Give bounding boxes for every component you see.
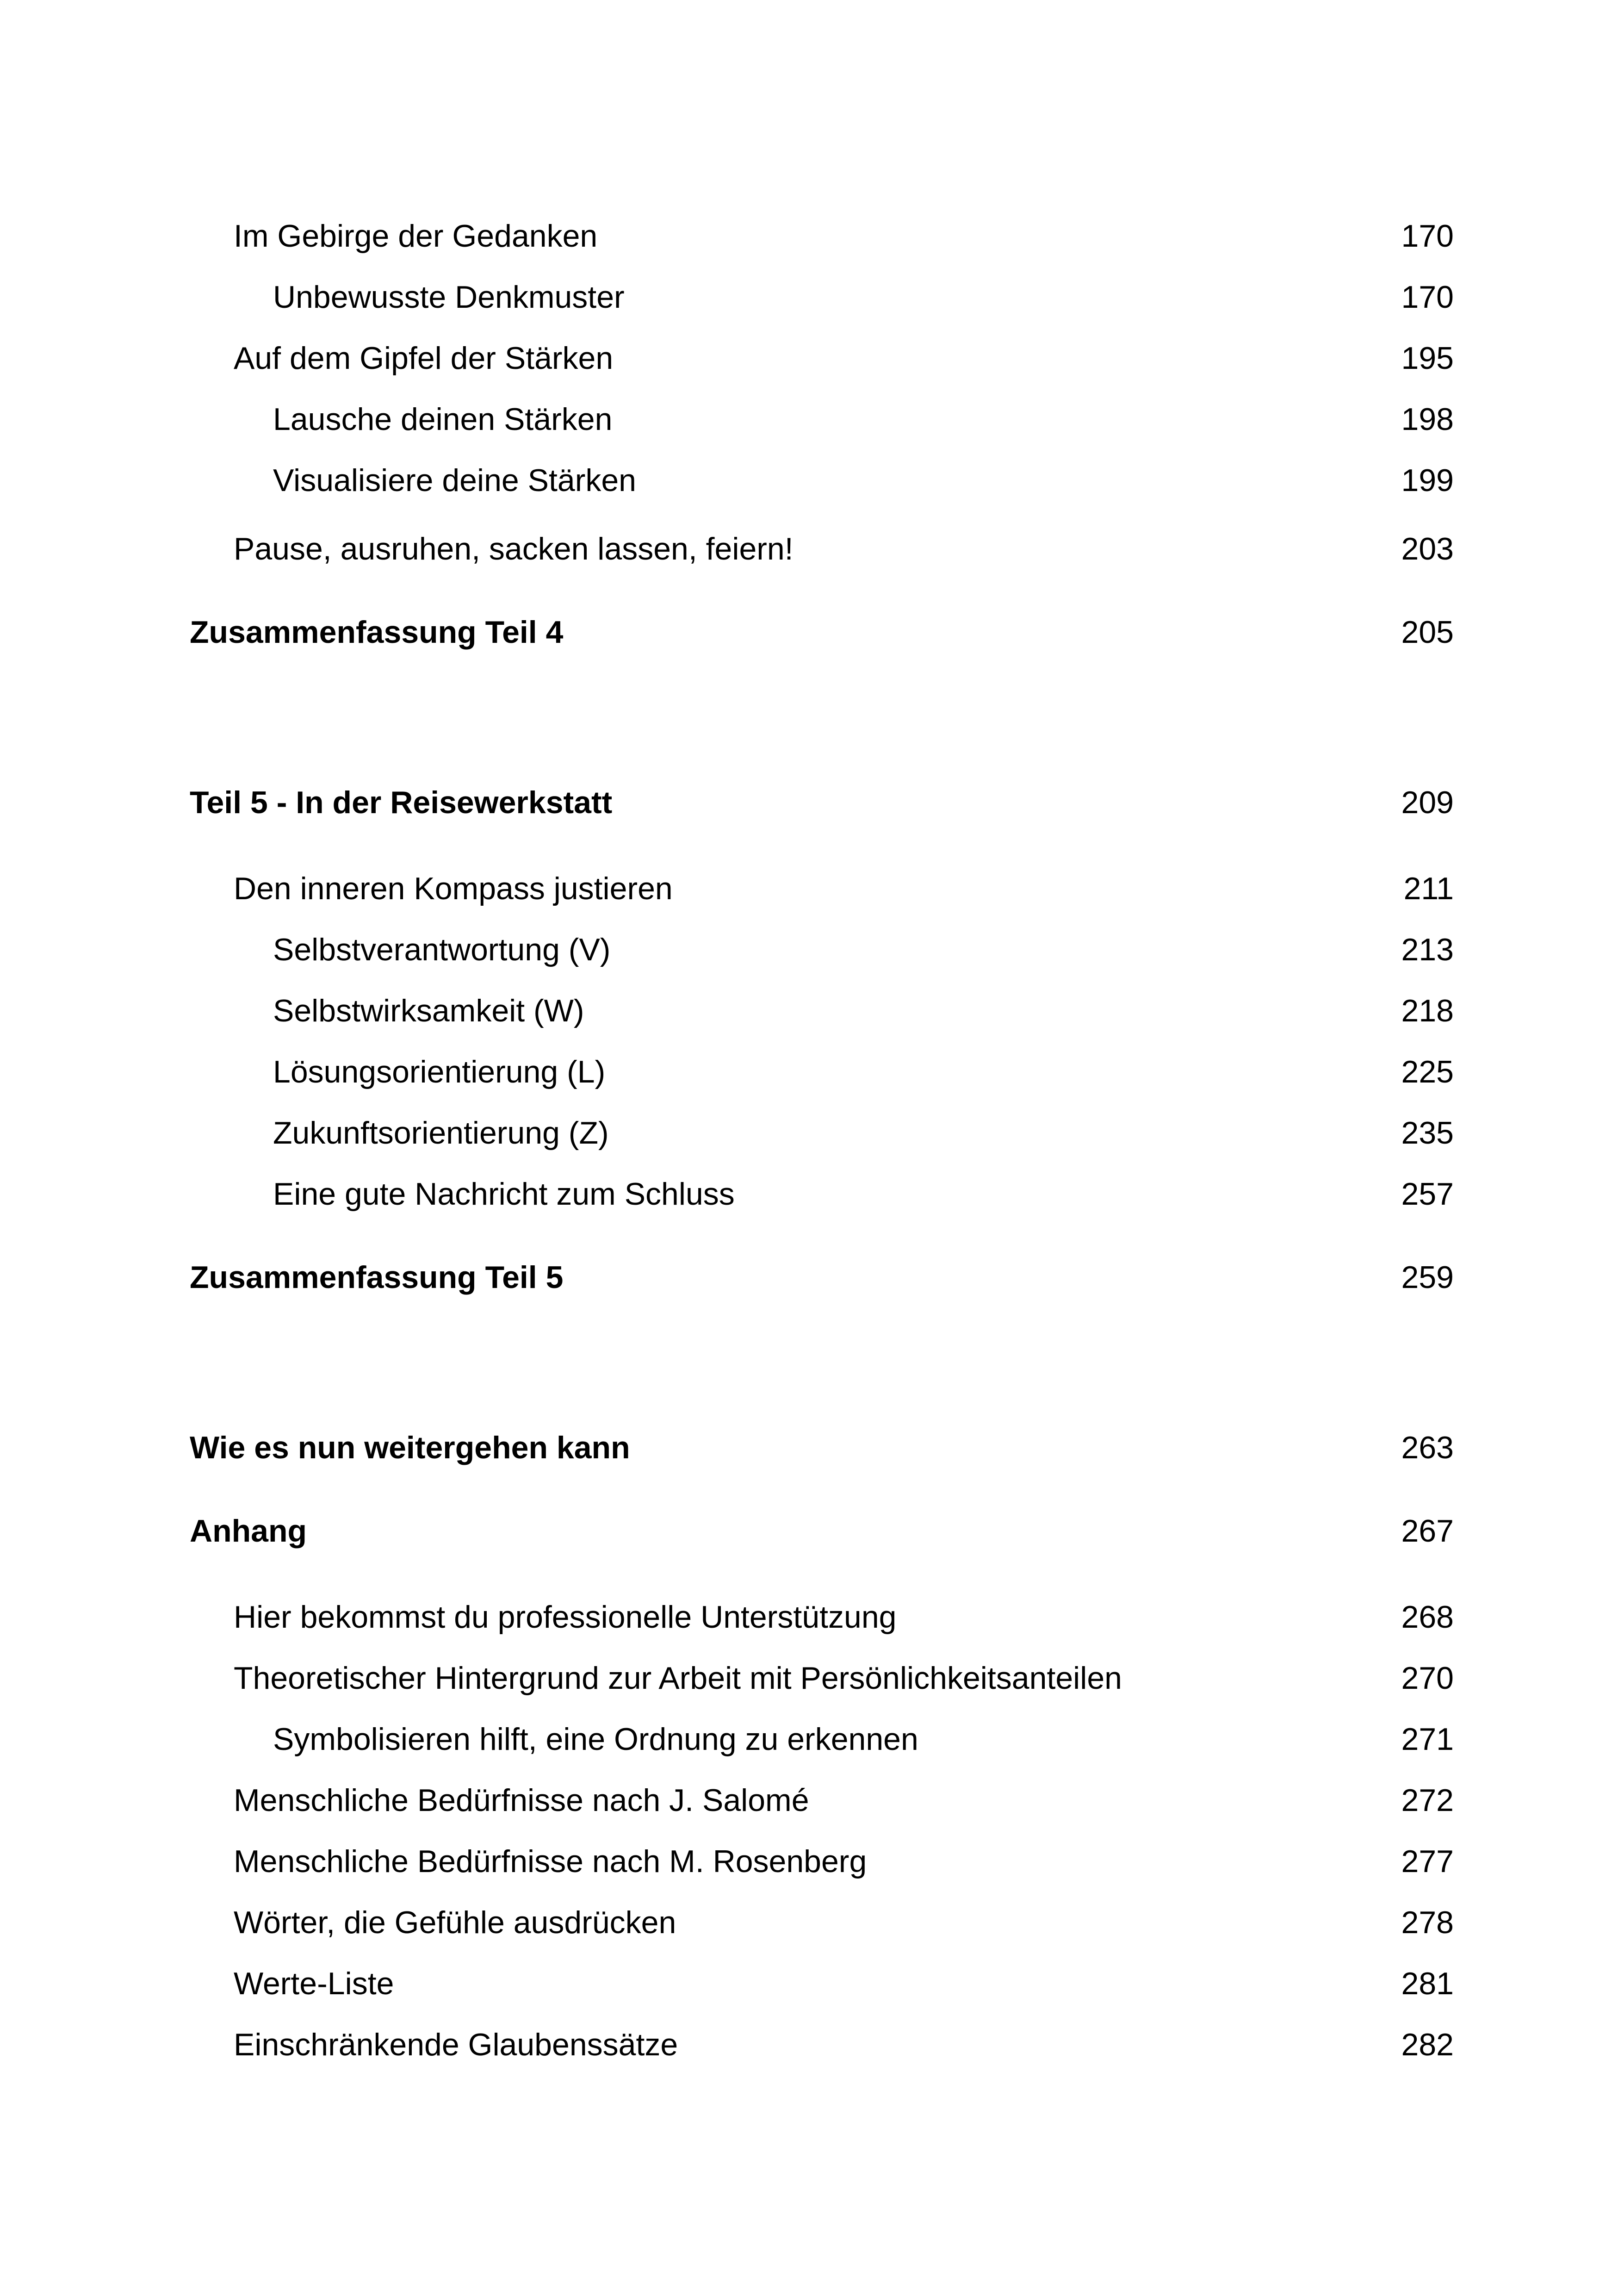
toc-list	[190, 205, 1454, 2075]
toc-entry[interactable]	[190, 1770, 1454, 1831]
toc-entry-page-number: 199	[1401, 463, 1454, 498]
toc-entry-page-number: 268	[1401, 1599, 1454, 1635]
toc-entry-label: Menschliche Bedürfnisse nach J. Salomé	[234, 1783, 809, 1818]
toc-entry[interactable]	[190, 389, 1454, 450]
toc-entry[interactable]	[190, 1247, 1454, 1308]
toc-entry-label: Lausche deinen Stärken	[273, 402, 613, 437]
toc-entry-label: Einschränkende Glaubenssätze	[234, 2027, 678, 2062]
toc-entry-page-number: 209	[1401, 785, 1454, 820]
toc-entry-page-number: 211	[1403, 871, 1454, 906]
toc-entry-label: Zusammenfassung Teil 4	[190, 615, 564, 650]
toc-entry-label: Selbstverantwortung (V)	[273, 932, 611, 967]
toc-entry[interactable]	[190, 1648, 1454, 1709]
toc-entry-label: Zukunftsorientierung (Z)	[273, 1115, 609, 1151]
toc-entry-page-number: 259	[1401, 1260, 1454, 1295]
toc-entry-label: Lösungsorientierung (L)	[273, 1054, 606, 1089]
toc-entry[interactable]	[190, 602, 1454, 663]
toc-entry-label: Menschliche Bedürfnisse nach M. Rosenberg	[234, 1844, 867, 1879]
toc-entry-page-number: 235	[1401, 1115, 1454, 1151]
toc-entry-page-number: 267	[1401, 1513, 1454, 1549]
toc-entry[interactable]	[190, 267, 1454, 328]
toc-entry-page-number: 203	[1401, 531, 1454, 566]
toc-entry-label: Eine gute Nachricht zum Schluss	[273, 1176, 735, 1212]
toc-entry-label: Theoretischer Hintergrund zur Arbeit mit Persönlichkeitsanteilen	[234, 1661, 1122, 1696]
toc-entry-page-number: 263	[1401, 1430, 1454, 1465]
toc-entry-label: Selbstwirksamkeit (W)	[273, 993, 584, 1028]
toc-entry-label: Werte-Liste	[234, 1966, 394, 2001]
toc-entry[interactable]	[190, 919, 1454, 980]
toc-entry-label: Visualisiere deine Stärken	[273, 463, 636, 498]
toc-entry-label: Hier bekommst du professionelle Unterstützung	[234, 1599, 897, 1635]
toc-entry-page-number: 198	[1401, 402, 1454, 437]
toc-entry[interactable]	[190, 1164, 1454, 1225]
toc-entry-label: Teil 5 - In der Reisewerkstatt	[190, 785, 613, 820]
toc-entry-page-number: 213	[1401, 932, 1454, 967]
toc-entry-page-number: 195	[1401, 341, 1454, 376]
toc-entry-page-number: 272	[1401, 1783, 1454, 1818]
toc-entry[interactable]	[190, 1102, 1454, 1164]
toc-entry[interactable]	[190, 858, 1454, 919]
toc-entry[interactable]	[190, 450, 1454, 511]
toc-entry[interactable]	[190, 1953, 1454, 2014]
toc-entry-page-number: 218	[1401, 993, 1454, 1028]
toc-entry-label: Pause, ausruhen, sacken lassen, feiern!	[234, 531, 794, 566]
toc-entry-page-number: 278	[1401, 1905, 1454, 1940]
toc-entry-label: Anhang	[190, 1513, 307, 1549]
toc-entry-page-number: 277	[1401, 1844, 1454, 1879]
toc-entry-label: Unbewusste Denkmuster	[273, 280, 625, 315]
toc-entry-label: Im Gebirge der Gedanken	[234, 218, 598, 254]
toc-entry[interactable]	[190, 2014, 1454, 2075]
toc-entry[interactable]	[190, 772, 1454, 833]
toc-entry[interactable]	[190, 1041, 1454, 1102]
toc-entry[interactable]	[190, 1587, 1454, 1648]
toc-entry-page-number: 281	[1401, 1966, 1454, 2001]
toc-entry[interactable]	[190, 1417, 1454, 1478]
toc-entry-page-number: 170	[1401, 280, 1454, 315]
toc-entry-page-number: 257	[1401, 1176, 1454, 1212]
toc-entry[interactable]	[190, 1892, 1454, 1953]
toc-entry-page-number: 225	[1401, 1054, 1454, 1089]
toc-entry[interactable]	[190, 205, 1454, 267]
toc-entry-label: Wie es nun weitergehen kann	[190, 1430, 630, 1465]
toc-entry-label: Den inneren Kompass justieren	[234, 871, 673, 906]
toc-entry-page-number: 282	[1401, 2027, 1454, 2062]
toc-entry-label: Zusammenfassung Teil 5	[190, 1260, 564, 1295]
toc-entry[interactable]	[190, 1500, 1454, 1562]
toc-entry-page-number: 271	[1401, 1722, 1454, 1757]
toc-entry[interactable]	[190, 518, 1454, 579]
toc-entry-page-number: 270	[1401, 1661, 1454, 1696]
toc-entry[interactable]	[190, 328, 1454, 389]
toc-entry-label: Wörter, die Gefühle ausdrücken	[234, 1905, 676, 1940]
toc-entry-label: Auf dem Gipfel der Stärken	[234, 341, 614, 376]
toc-entry[interactable]	[190, 1709, 1454, 1770]
toc-entry[interactable]	[190, 1831, 1454, 1892]
toc-entry-page-number: 170	[1401, 218, 1454, 254]
toc-entry-page-number: 205	[1401, 615, 1454, 650]
toc-entry-label: Symbolisieren hilft, eine Ordnung zu erkennen	[273, 1722, 918, 1757]
toc-entry[interactable]	[190, 980, 1454, 1041]
